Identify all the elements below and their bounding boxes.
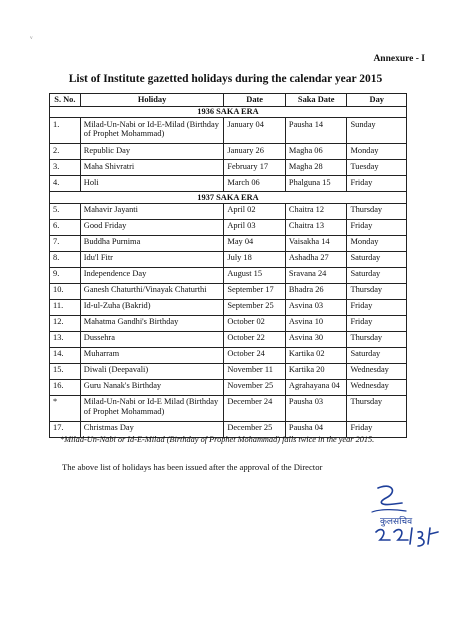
cell-holiday: Christmas Day [80, 421, 224, 437]
cell-date: February 17 [224, 160, 286, 176]
table-row [50, 160, 407, 176]
signature-stroke [378, 486, 402, 504]
cell-day: Thursday [347, 203, 407, 219]
era-row-1937 [50, 192, 407, 204]
annexure-label: Annexure - I [373, 54, 425, 64]
cell-saka-date: Vaisakha 14 [285, 235, 347, 251]
cell-sno: 10. [50, 283, 81, 299]
signature-caption: कुलसचिव [380, 516, 413, 526]
cell-date: December 25 [224, 421, 286, 437]
cell-day: Friday [347, 219, 407, 235]
cell-day: Saturday [347, 347, 407, 363]
footnote: *Milad-Un-Nabi or Id-E-Milad (Birthday of Prophet Mohammad) falls twice in the year 2015. [60, 435, 375, 444]
cell-saka-date: Phalguna 15 [285, 176, 347, 192]
table-row [50, 235, 407, 251]
cell-sno: 8. [50, 251, 81, 267]
cell-day: Wednesday [347, 363, 407, 379]
cell-date: August 15 [224, 267, 286, 283]
table-row [50, 176, 407, 192]
cell-saka-date: Kartika 02 [285, 347, 347, 363]
cell-holiday: Independence Day [80, 267, 224, 283]
table-row [50, 283, 407, 299]
cell-date: January 04 [224, 118, 286, 144]
table-row [50, 144, 407, 160]
cell-sno: 3. [50, 160, 81, 176]
cell-saka-date: Sravana 24 [285, 267, 347, 283]
cell-date: September 25 [224, 299, 286, 315]
cell-saka-date: Agrahayana 04 [285, 379, 347, 395]
table-row [50, 118, 407, 144]
cell-day: Thursday [347, 395, 407, 421]
table-body [50, 106, 407, 437]
cell-holiday: Milad-Un-Nabi or Id-E Milad (Birthday of Prophet Mohammad) [80, 395, 224, 421]
cell-holiday: Diwali (Deepavali) [80, 363, 224, 379]
cell-sno: 9. [50, 267, 81, 283]
page-title: List of Institute gazetted holidays during the calendar year 2015 [68, 73, 383, 85]
cell-saka-date: Asvina 10 [285, 315, 347, 331]
cell-holiday: Idu'l Fitr [80, 251, 224, 267]
table-row [50, 203, 407, 219]
scan-mark: ᵥ [30, 30, 33, 40]
table-row [50, 299, 407, 315]
header-sno: S. No. [50, 94, 81, 107]
signature-date [372, 524, 442, 552]
cell-date: April 03 [224, 219, 286, 235]
cell-day: Monday [347, 144, 407, 160]
cell-date: October 22 [224, 331, 286, 347]
cell-holiday: Mahatma Gandhi's Birthday [80, 315, 224, 331]
cell-holiday: Id-ul-Zuha (Bakrid) [80, 299, 224, 315]
cell-sno: 14. [50, 347, 81, 363]
cell-day: Tuesday [347, 160, 407, 176]
cell-saka-date: Pausha 03 [285, 395, 347, 421]
cell-holiday: Maha Shivratri [80, 160, 224, 176]
cell-sno: * [50, 395, 81, 421]
cell-day: Thursday [347, 331, 407, 347]
cell-saka-date: Magha 28 [285, 160, 347, 176]
cell-day: Saturday [347, 267, 407, 283]
cell-holiday: Mahavir Jayanti [80, 203, 224, 219]
table-row [50, 251, 407, 267]
cell-sno: 11. [50, 299, 81, 315]
table-row [50, 219, 407, 235]
cell-date: May 04 [224, 235, 286, 251]
table-row [50, 315, 407, 331]
cell-sno: 13. [50, 331, 81, 347]
cell-date: November 11 [224, 363, 286, 379]
table-row [50, 347, 407, 363]
cell-holiday: Republic Day [80, 144, 224, 160]
table-row [50, 379, 407, 395]
cell-holiday: Muharram [80, 347, 224, 363]
cell-saka-date: Chaitra 12 [285, 203, 347, 219]
cell-holiday: Good Friday [80, 219, 224, 235]
cell-sno: 1. [50, 118, 81, 144]
cell-day: Monday [347, 235, 407, 251]
cell-saka-date: Ashadha 27 [285, 251, 347, 267]
cell-sno: 15. [50, 363, 81, 379]
header-date: Date [224, 94, 286, 107]
cell-saka-date: Asvina 03 [285, 299, 347, 315]
header-holiday: Holiday [80, 94, 224, 107]
cell-day: Thursday [347, 283, 407, 299]
cell-date: January 26 [224, 144, 286, 160]
cell-date: December 24 [224, 395, 286, 421]
cell-sno: 5. [50, 203, 81, 219]
table-row [50, 363, 407, 379]
table-header-row [50, 94, 407, 107]
cell-date: November 25 [224, 379, 286, 395]
approval-note: The above list of holidays has been issued after the approval of the Director [62, 462, 323, 472]
cell-holiday: Ganesh Chaturthi/Vinayak Chaturthi [80, 283, 224, 299]
cell-day: Friday [347, 176, 407, 192]
cell-saka-date: Asvina 30 [285, 331, 347, 347]
cell-holiday: Dussehra [80, 331, 224, 347]
header-day: Day [347, 94, 407, 107]
cell-sno: 12. [50, 315, 81, 331]
era-label: 1936 SAKA ERA [50, 106, 407, 118]
cell-sno: 2. [50, 144, 81, 160]
era-label: 1937 SAKA ERA [50, 192, 407, 204]
cell-saka-date: Magha 06 [285, 144, 347, 160]
cell-holiday: Buddha Purnima [80, 235, 224, 251]
table-row [50, 331, 407, 347]
table-row [50, 267, 407, 283]
cell-date: July 18 [224, 251, 286, 267]
cell-day: Friday [347, 315, 407, 331]
cell-saka-date: Pausha 04 [285, 421, 347, 437]
cell-date: October 24 [224, 347, 286, 363]
cell-holiday: Milad-Un-Nabi or Id-E-Milad (Birthday of Prophet Mohammad) [80, 118, 224, 144]
cell-sno: 16. [50, 379, 81, 395]
cell-day: Saturday [347, 251, 407, 267]
era-row-1936 [50, 106, 407, 118]
header-saka-date: Saka Date [285, 94, 347, 107]
cell-day: Friday [347, 299, 407, 315]
cell-saka-date: Chaitra 13 [285, 219, 347, 235]
cell-date: October 02 [224, 315, 286, 331]
holiday-table [49, 93, 407, 438]
table-row [50, 395, 407, 421]
cell-holiday: Guru Nanak's Birthday [80, 379, 224, 395]
cell-date: September 17 [224, 283, 286, 299]
cell-sno: 6. [50, 219, 81, 235]
cell-holiday: Holi [80, 176, 224, 192]
cell-day: Sunday [347, 118, 407, 144]
cell-saka-date: Kartika 20 [285, 363, 347, 379]
cell-sno: 4. [50, 176, 81, 192]
signature-flourish [372, 510, 406, 512]
cell-date: April 02 [224, 203, 286, 219]
cell-saka-date: Bhadra 26 [285, 283, 347, 299]
cell-date: March 06 [224, 176, 286, 192]
cell-day: Wednesday [347, 379, 407, 395]
cell-sno: 7. [50, 235, 81, 251]
cell-day: Friday [347, 421, 407, 437]
cell-sno: 17. [50, 421, 81, 437]
cell-saka-date: Pausha 14 [285, 118, 347, 144]
